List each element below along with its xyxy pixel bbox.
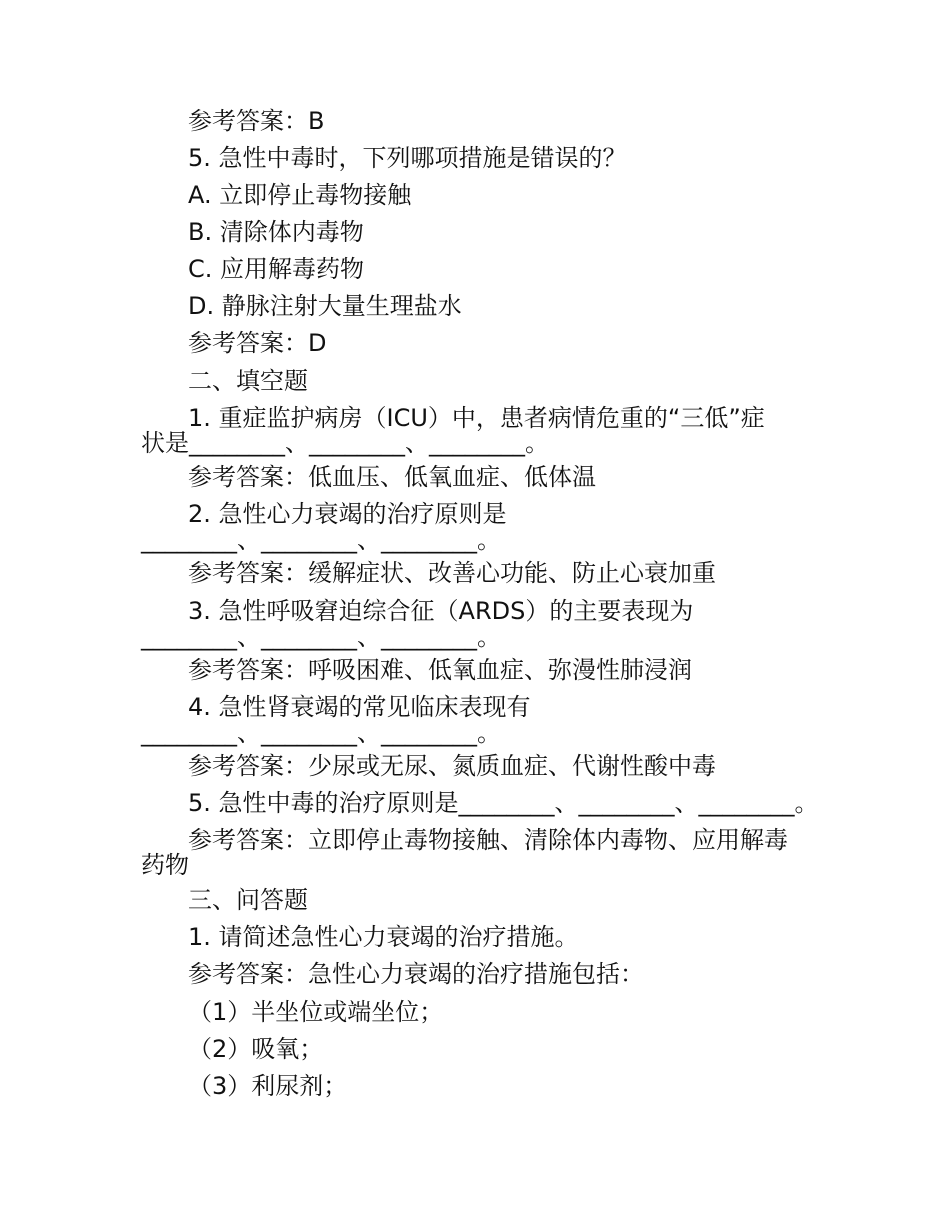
answer-line: 参考答案：急性心力衰竭的治疗措施包括： [188,960,644,988]
section-heading: 二、填空题 [188,367,308,395]
section-heading: 三、问答题 [188,886,308,914]
option-line: B. 清除体内毒物 [188,218,364,246]
question-line: 5. 急性中毒的治疗原则是________、________、________。 [188,789,819,817]
blank-line: ________、________、________。 [141,623,501,651]
answer-continuation-line: 药物 [141,851,189,879]
answer-line: 参考答案：缓解症状、改善心功能、防止心衰加重 [188,559,716,587]
list-item: （1）半坐位或端坐位； [188,998,444,1026]
answer-line: 参考答案：B [188,107,325,135]
answer-line: 参考答案：低血压、低氧血症、低体温 [188,463,596,491]
answer-line: 参考答案：立即停止毒物接触、清除体内毒物、应用解毒 [188,826,788,854]
option-line: D. 静脉注射大量生理盐水 [188,292,462,320]
answer-line: 参考答案：少尿或无尿、氮质血症、代谢性酸中毒 [188,752,716,780]
blank-line: ________、________、________。 [141,719,501,747]
question-line: 5. 急性中毒时，下列哪项措施是错误的？ [188,144,627,172]
list-item: （2）吸氧； [188,1035,324,1063]
option-line: A. 立即停止毒物接触 [188,181,412,209]
answer-line: 参考答案：D [188,329,327,357]
option-line: C. 应用解毒药物 [188,255,365,283]
question-line: 1. 重症监护病房（ICU）中，患者病情危重的“三低”症 [188,404,765,432]
question-line: 3. 急性呼吸窘迫综合征（ARDS）的主要表现为 [188,597,694,625]
question-line: 4. 急性肾衰竭的常见临床表现有 [188,693,531,721]
list-item: （3）利尿剂； [188,1072,348,1100]
answer-line: 参考答案：呼吸困难、低氧血症、弥漫性肺浸润 [188,656,692,684]
question-line: 2. 急性心力衰竭的治疗原则是 [188,500,507,528]
blank-line: ________、________、________。 [141,526,501,554]
question-line: 1. 请简述急性心力衰竭的治疗措施。 [188,923,579,951]
question-continuation-line: 状是________、________、________。 [141,429,549,457]
